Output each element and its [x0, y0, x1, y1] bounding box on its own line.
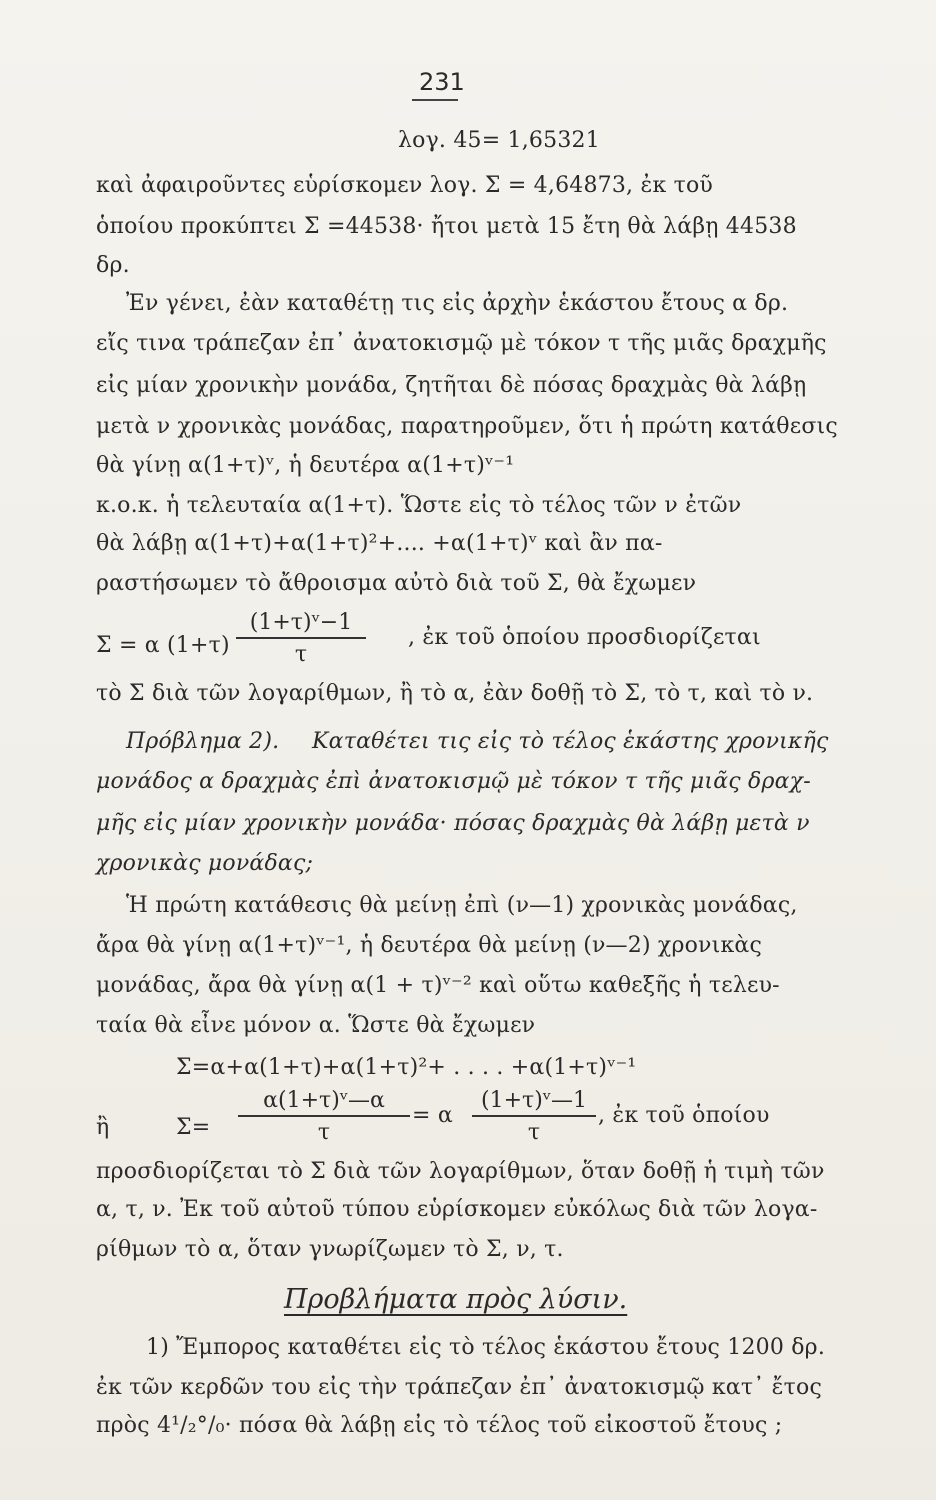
exercise-1-text: 1) Ἔμπορος καταθέτει εἰς τὸ τέλος ἑκάστου ἔτους 1200 δρ.	[146, 1335, 826, 1360]
exercise-1-text: ἐκ τῶν κερδῶν του εἰς τὴν τράπεζαν ἐπ᾽ ἀνατοκισμῷ κατ᾽ ἔτος	[96, 1375, 822, 1400]
problem-2-text: χρονικὰς μονάδας;	[96, 851, 314, 876]
fraction-bar	[236, 637, 366, 639]
problem-2-text: μῆς εἰς μίαν χρονικὴν μονάδα· πόσας δραχμὰς θὰ λάβῃ μετὰ ν	[96, 811, 810, 836]
text-line: εἰς μίαν χρονικὴν μονάδα, ζητῆται δὲ πόσας δραχμὰς θὰ λάβῃ	[96, 373, 807, 398]
text-line: μετὰ ν χρονικὰς μονάδας, παρατηροῦμεν, ὅτι ἡ πρώτη κατάθεσις	[96, 414, 838, 439]
text-line: ραστήσωμεν τὸ ἄθροισμα αὐτὸ διὰ τοῦ Σ, θὰ ἔχωμεν	[96, 571, 697, 596]
text-line: ρίθμων τὸ α, ὅταν γνωρίζωμεν τὸ Σ, ν, τ.	[96, 1237, 564, 1262]
text-line: Ἡ πρώτη κατάθεσις θὰ μείνῃ ἐπὶ (ν—1) χρονικὰς μονάδας,	[126, 893, 798, 918]
page-number: 231	[419, 68, 465, 96]
text-line: α, τ, ν. Ἐκ τοῦ αὐτοῦ τύπου εὑρίσκομεν εὐκόλως διὰ τῶν λογα-	[96, 1197, 818, 1222]
page-number-rule	[412, 99, 458, 101]
text-line: μονάδας, ἄρα θὰ γίνῃ α(1 + τ)ᵛ⁻² καὶ οὕτω καθεξῆς ἡ τελευ-	[96, 973, 780, 998]
text-line: ταία θὰ εἶνε μόνον α. Ὥστε θὰ ἔχωμεν	[96, 1013, 536, 1038]
text-line: , ἐκ τοῦ ὁποίου	[598, 1103, 770, 1128]
section-title: Προβλήματα πρὸς λύσιν.	[284, 1284, 628, 1315]
text-line: προσδιορίζεται τὸ Σ διὰ τῶν λογαρίθμων, ὅταν δοθῇ ἡ τιμὴ τῶν	[96, 1159, 825, 1184]
text-line: τὸ Σ διὰ τῶν λογαρίθμων, ἢ τὸ α, ἐὰν δοθῇ τὸ Σ, τὸ τ, καὶ τὸ ν.	[96, 681, 814, 706]
text-line: εἴς τινα τράπεζαν ἐπ᾽ ἀνατοκισμῷ μὲ τόκον τ τῆς μιᾶς δραχμῆς	[96, 331, 827, 356]
text-line: ἄρα θὰ γίνῃ α(1+τ)ᵛ⁻¹, ἡ δευτέρα θὰ μείνῃ (ν—2) χρονικὰς	[96, 933, 762, 958]
text-line: δρ.	[96, 253, 130, 278]
formula-lhs: Σ=	[176, 1115, 211, 1140]
formula-mid: = α	[412, 1103, 453, 1128]
log-45-line: λογ. 45= 1,65321	[398, 128, 600, 153]
formula-lhs: Σ = α (1+τ)	[96, 633, 230, 658]
fraction-bar	[238, 1115, 410, 1117]
formula-numerator: α(1+τ)ᵛ—α	[263, 1088, 385, 1113]
formula-sum-series: Σ=α+α(1+τ)+α(1+τ)²+ . . . . +α(1+τ)ᵛ⁻¹	[176, 1055, 637, 1080]
formula-numerator: (1+τ)ᵛ−1	[249, 610, 353, 635]
fraction-bar	[472, 1115, 596, 1117]
text-line: , ἐκ τοῦ ὁποίου προσδιορίζεται	[408, 625, 761, 650]
text-line: κ.ο.κ. ἡ τελευταία α(1+τ). Ὥστε εἰς τὸ τέλος τῶν ν ἐτῶν	[96, 493, 742, 518]
text-line: ὁποίου προκύπτει Σ =44538· ἤτοι μετὰ 15 ἔτη θὰ λάβῃ 44538	[96, 214, 797, 239]
text-line: Ἐν γένει, ἐὰν καταθέτῃ τις εἰς ἀρχὴν ἑκάστου ἔτους α δρ.	[126, 291, 789, 316]
formula-denominator: τ	[294, 642, 308, 667]
text-line: καὶ ἀφαιροῦντες εὑρίσκομεν λογ. Σ = 4,64873, ἐκ τοῦ	[96, 173, 713, 198]
formula-eta: ἢ	[96, 1115, 110, 1140]
formula-denominator: τ	[527, 1120, 541, 1145]
text-line: θὰ λάβῃ α(1+τ)+α(1+τ)²+.... +α(1+τ)ᵛ καὶ ἂν πα-	[96, 531, 663, 556]
problem-2-text: Καταθέτει τις εἰς τὸ τέλος ἑκάστης χρονικῆς	[312, 729, 829, 754]
exercise-1-text: πρὸς 4¹/₂°/₀· πόσα θὰ λάβῃ εἰς τὸ τέλος τοῦ εἰκοστοῦ ἔτους ;	[96, 1413, 783, 1438]
formula-numerator: (1+τ)ᵛ—1	[481, 1088, 587, 1113]
text-line: θὰ γίνῃ α(1+τ)ᵛ, ἡ δευτέρα α(1+τ)ᵛ⁻¹	[96, 453, 515, 478]
formula-denominator: τ	[317, 1120, 331, 1145]
problem-2-label: Πρόβλημα 2).	[126, 729, 280, 754]
problem-2-text: μονάδος α δραχμὰς ἐπὶ ἀνατοκισμῷ μὲ τόκον τ τῆς μιᾶς δραχ-	[96, 769, 811, 794]
